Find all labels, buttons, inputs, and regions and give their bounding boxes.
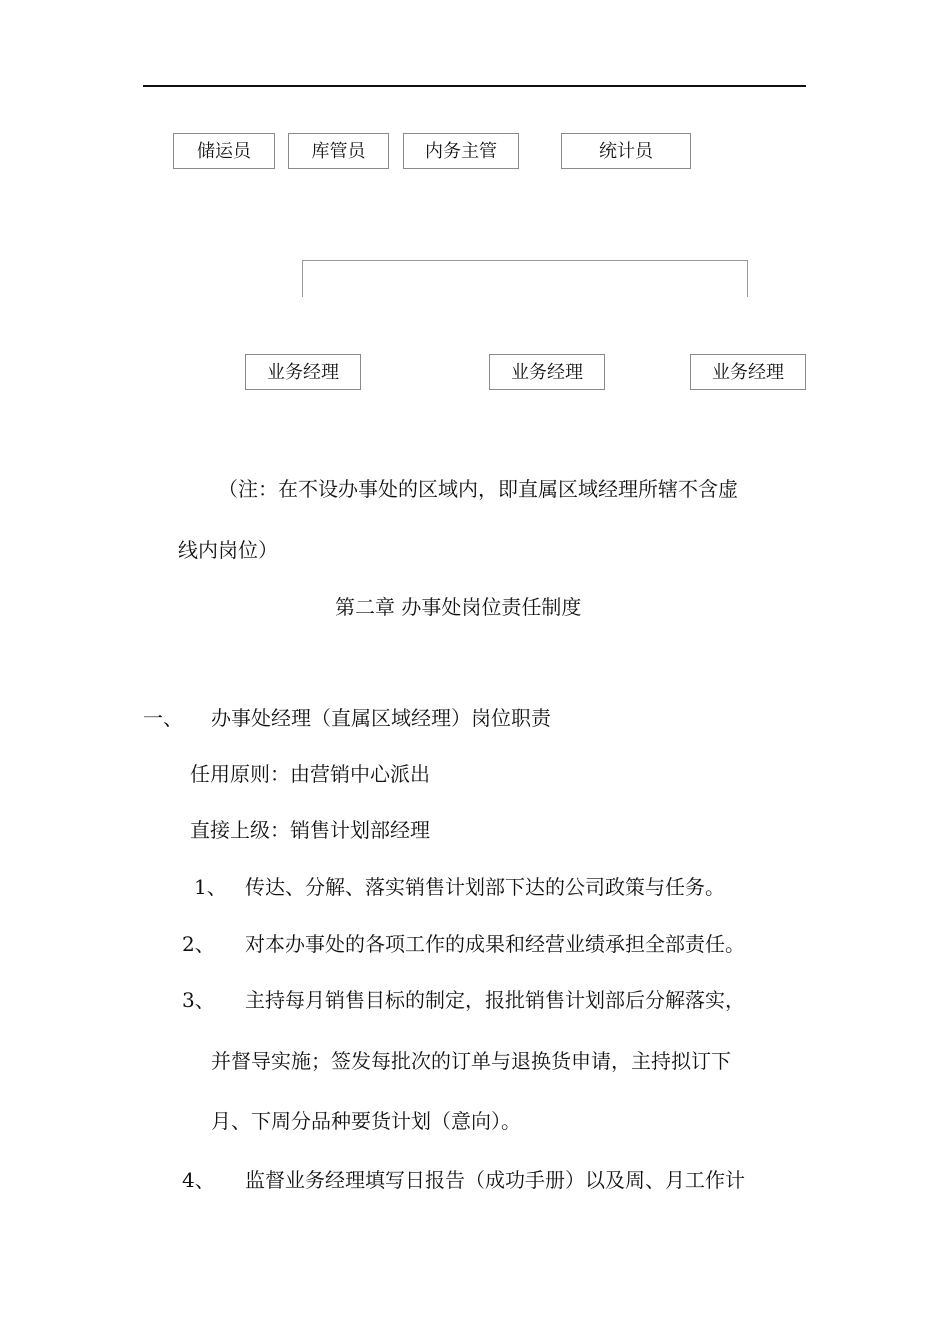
org-box-storage-transport: 储运员 xyxy=(173,133,275,169)
item-4-number: 4、 xyxy=(182,1168,215,1192)
org-box-internal-supervisor: 内务主管 xyxy=(403,133,519,169)
item-4-text-line-1: 监督业务经理填写日报告（成功手册）以及周、月工作计 xyxy=(245,1168,745,1192)
note-line-2: 线内岗位） xyxy=(178,538,278,562)
item-3-text-line-1: 主持每月销售目标的制定，报批销售计划部后分解落实， xyxy=(245,988,745,1012)
org-box-business-manager-1: 业务经理 xyxy=(245,354,361,390)
item-1-number: 1、 xyxy=(194,875,227,899)
direct-superior: 直接上级：销售计划部经理 xyxy=(190,818,430,842)
item-3-text-line-3: 月、下周分品种要货计划（意向）。 xyxy=(211,1109,521,1133)
item-2-number: 2、 xyxy=(182,932,215,956)
org-box-warehouse-keeper: 库管员 xyxy=(288,133,389,169)
section-title: 办事处经理（直属区域经理）岗位职责 xyxy=(211,706,551,730)
note-line-1: （注：在不设办事处的区域内，即直属区域经理所辖不含虚 xyxy=(218,477,738,501)
item-1-text: 传达、分解、落实销售计划部下达的公司政策与任务。 xyxy=(245,875,725,899)
item-2-text: 对本办事处的各项工作的成果和经营业绩承担全部责任。 xyxy=(245,932,745,956)
appointment-principle: 任用原则：由营销中心派出 xyxy=(190,762,430,786)
org-box-business-manager-3: 业务经理 xyxy=(690,354,806,390)
item-3-number: 3、 xyxy=(182,988,215,1012)
org-connector-bracket xyxy=(302,260,748,297)
item-3-text-line-2: 并督导实施；签发每批次的订单与退换货申请，主持拟订下 xyxy=(211,1049,731,1073)
header-rule xyxy=(143,85,806,87)
org-box-business-manager-2: 业务经理 xyxy=(489,354,605,390)
org-box-statistician: 统计员 xyxy=(561,133,691,169)
chapter-title: 第二章 办事处岗位责任制度 xyxy=(335,595,582,619)
section-number: 一、 xyxy=(143,706,183,730)
